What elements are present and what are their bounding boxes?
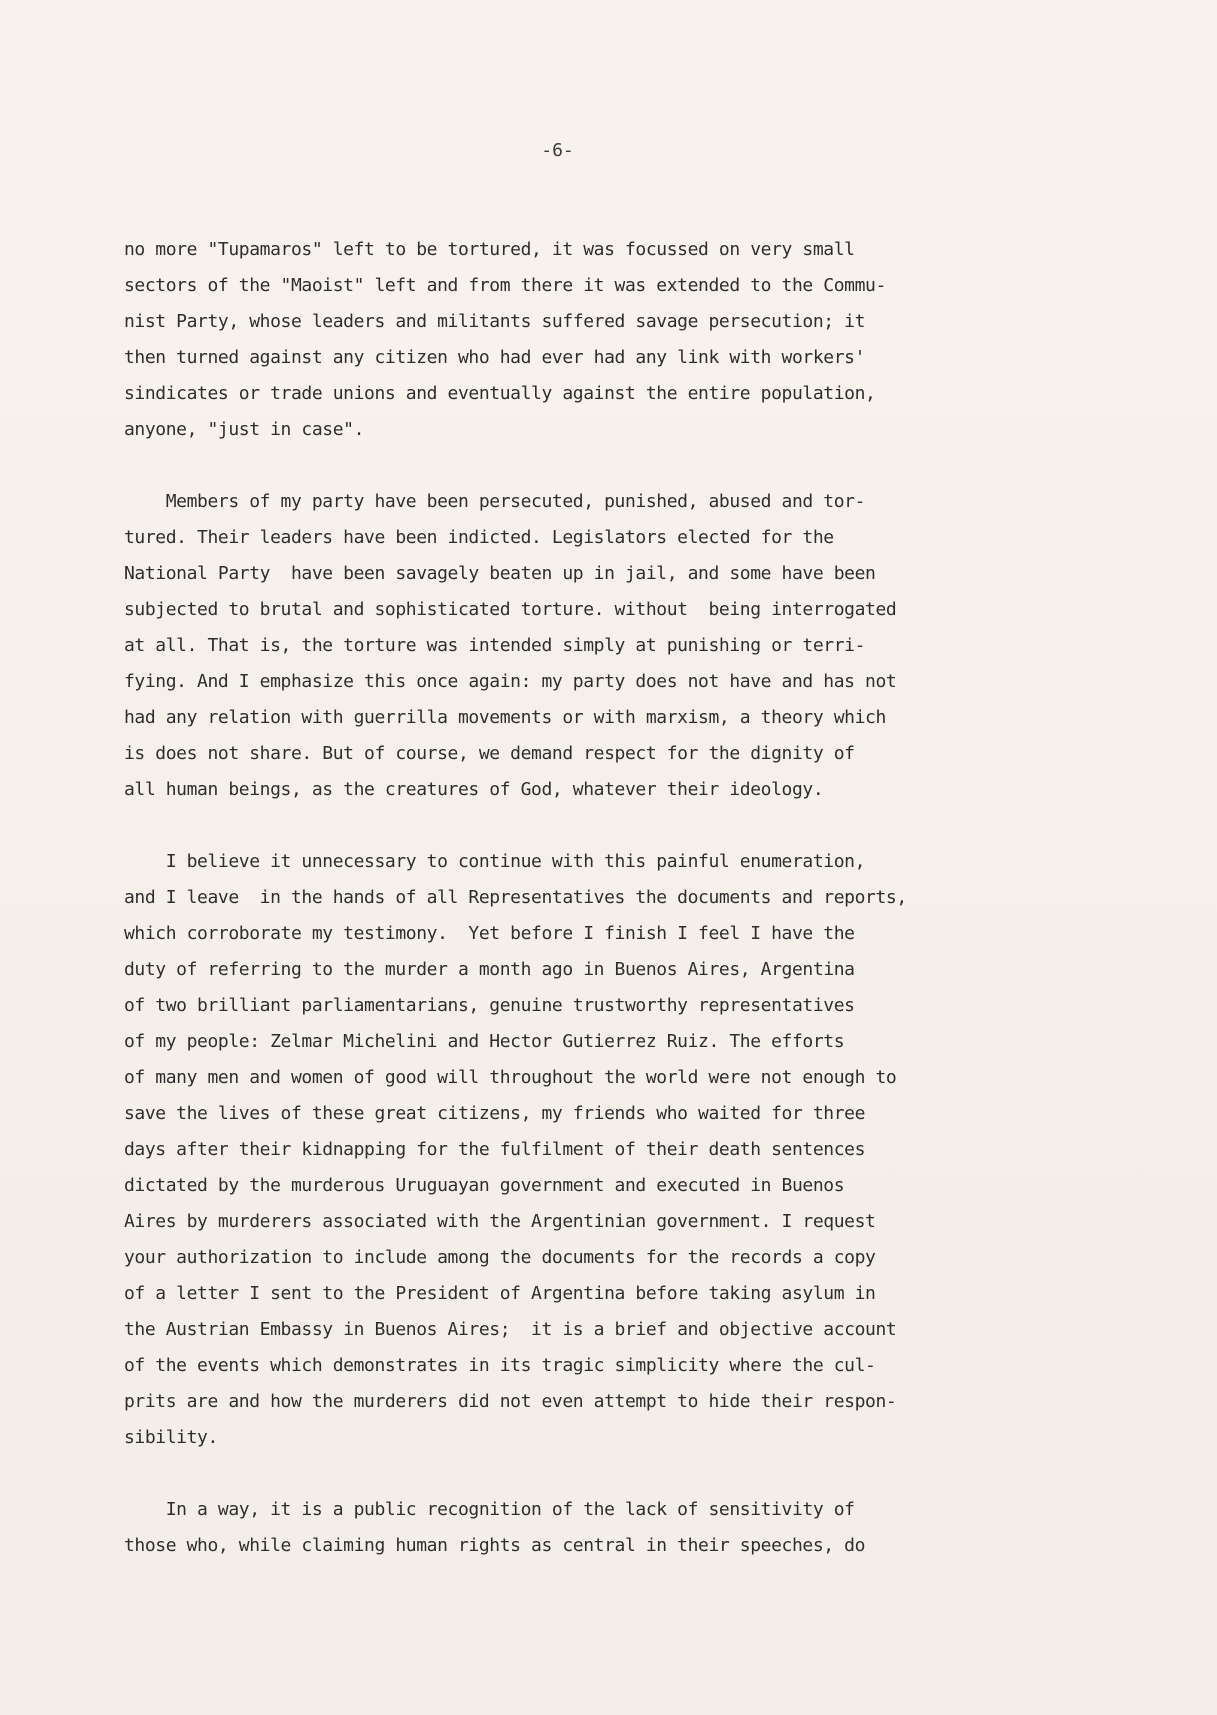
text-line: of two brilliant parliamentarians, genuine trustworthy representatives [124, 995, 855, 1016]
text-line: I believe it unnecessary to continue with this painful enumeration, [124, 851, 866, 872]
paragraph-4 [124, 1492, 1024, 1564]
text-line: sectors of the "Maoist" left and from there it was extended to the Commu- [124, 275, 886, 296]
text-line: the Austrian Embassy in Buenos Aires; it is a brief and objective account [124, 1319, 897, 1340]
text-line: then turned against any citizen who had ever had any link with workers' [124, 347, 866, 368]
text-line: tured. Their leaders have been indicted. Legislators elected for the [124, 527, 834, 548]
text-line: fying. And I emphasize this once again: my party does not have and has not [124, 671, 897, 692]
text-line: subjected to brutal and sophisticated torture. without being interrogated [124, 599, 897, 620]
text-line: duty of referring to the murder a month ago in Buenos Aires, Argentina [124, 959, 855, 980]
text-line: nist Party, whose leaders and militants suffered savage persecution; it [124, 311, 866, 332]
text-line: save the lives of these great citizens, my friends who waited for three [124, 1103, 866, 1124]
text-line: of many men and women of good will throughout the world were not enough to [124, 1067, 897, 1088]
text-line: those who, while claiming human rights as central in their speeches, do [124, 1535, 866, 1556]
text-line: no more "Tupamaros" left to be tortured, it was focussed on very small [124, 239, 855, 260]
text-line: all human beings, as the creatures of God, whatever their ideology. [124, 779, 824, 800]
paragraph-2 [124, 484, 1024, 808]
text-line: of the events which demonstrates in its tragic simplicity where the cul- [124, 1355, 876, 1376]
text-line: of a letter I sent to the President of Argentina before taking asylum in [124, 1283, 876, 1304]
text-line: at all. That is, the torture was intended simply at punishing or terri- [124, 635, 866, 656]
paragraph-1 [124, 232, 1024, 448]
text-line: anyone, "just in case". [124, 419, 365, 440]
text-line: and I leave in the hands of all Representatives the documents and reports, [124, 887, 907, 908]
text-line: your authorization to include among the documents for the records a copy [124, 1247, 876, 1268]
text-line: Members of my party have been persecuted, punished, abused and tor- [124, 491, 866, 512]
text-line: sindicates or trade unions and eventually against the entire population, [124, 383, 876, 404]
text-line: dictated by the murderous Uruguayan government and executed in Buenos [124, 1175, 845, 1196]
text-line: National Party have been savagely beaten up in jail, and some have been [124, 563, 876, 584]
text-line: had any relation with guerrilla movements or with marxism, a theory which [124, 707, 886, 728]
text-line: In a way, it is a public recognition of the lack of sensitivity of [124, 1499, 855, 1520]
text-line: Aires by murderers associated with the Argentinian government. I request [124, 1211, 876, 1232]
body-text [124, 232, 1024, 1600]
page-number: -6- [541, 140, 574, 161]
text-line: days after their kidnapping for the fulfilment of their death sentences [124, 1139, 866, 1160]
text-line: is does not share. But of course, we demand respect for the dignity of [124, 743, 855, 764]
text-line: prits are and how the murderers did not even attempt to hide their respon- [124, 1391, 897, 1412]
text-line: sibility. [124, 1427, 218, 1448]
text-line: of my people: Zelmar Michelini and Hector Gutierrez Ruiz. The efforts [124, 1031, 845, 1052]
paragraph-3 [124, 844, 1024, 1456]
text-line: which corroborate my testimony. Yet before I finish I feel I have the [124, 923, 855, 944]
